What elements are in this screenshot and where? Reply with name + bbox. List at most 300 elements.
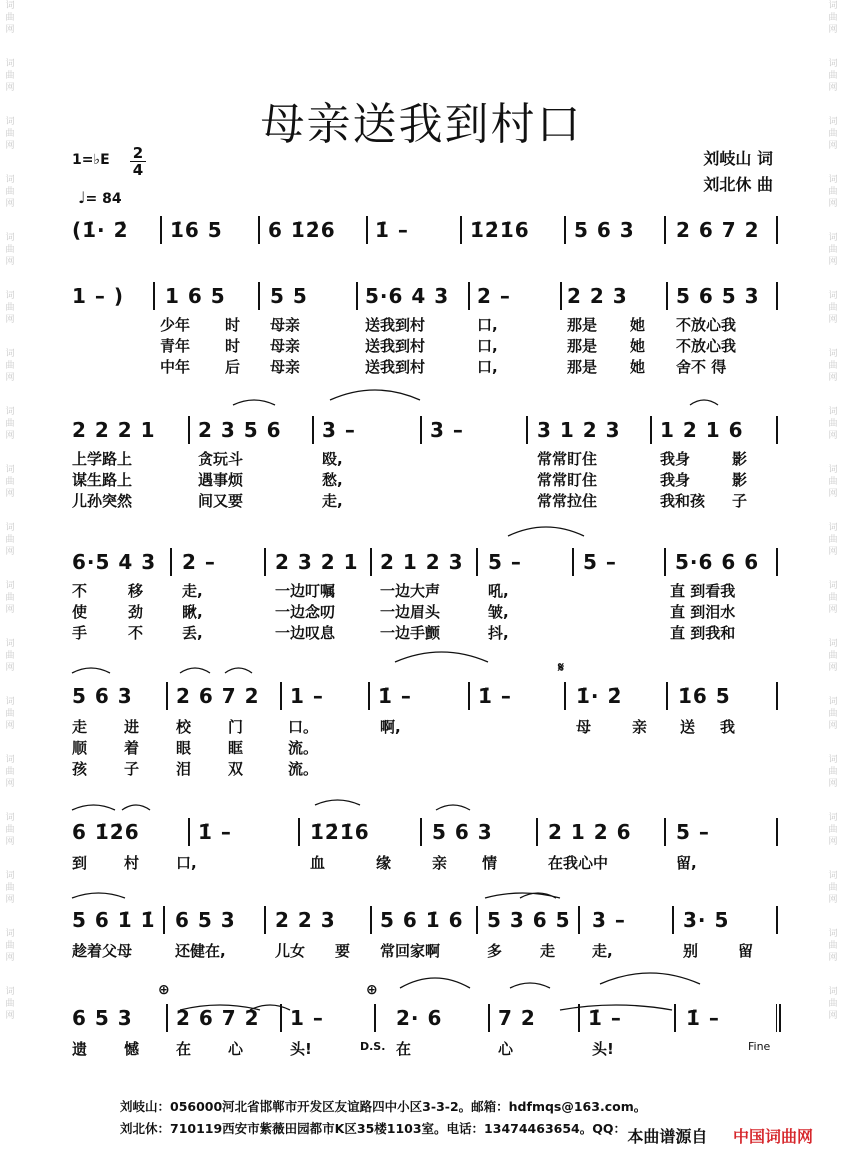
staff-line: [0, 900, 843, 940]
measure: 1̇ –: [378, 684, 412, 708]
barline: [650, 416, 652, 444]
barline: [664, 216, 666, 244]
contact-composer: 刘北休：710119西安市紫薇田园都市K区35楼1103室。电话：13474463654。QQ：: [120, 1121, 626, 1136]
measure: 2 3 2 1: [275, 550, 359, 574]
barline: [366, 216, 368, 244]
lyric-syllable: 送我到村: [365, 316, 426, 334]
watermark-group: 词 曲 网: [5, 175, 15, 209]
lyric-syllable: 我和孩: [660, 492, 706, 510]
measure: 1̇· 2̇: [576, 684, 623, 708]
contact-lyricist: 刘岐山：056000河北省邯郸市开发区友谊路四中小区3-3-2。邮箱：hdfmqs@163.com。: [120, 1099, 647, 1114]
barline: [578, 906, 580, 934]
measure: 1 – ): [72, 284, 124, 308]
measure: 1̇6 5: [678, 684, 731, 708]
lyric-syllable: 走: [540, 942, 556, 960]
slur: [72, 668, 110, 673]
lyric-syllable: 到: [72, 854, 88, 872]
barline: [776, 906, 778, 934]
barline: [153, 282, 155, 310]
lyric-row: [0, 335, 843, 357]
measure: 6 1̇2̇6: [268, 218, 336, 242]
barline: [666, 282, 668, 310]
lyric-syllable: 进: [124, 718, 140, 736]
lyric-syllable: 遇事烦: [198, 471, 244, 489]
lyric-syllable: 还健在,: [175, 942, 226, 960]
measure: 5 6 1̇ 1̇: [72, 908, 156, 932]
barline: [298, 818, 300, 846]
lyric-syllable: 亲: [432, 854, 448, 872]
measure: 2 6 7 2: [176, 684, 260, 708]
lyric-syllable: 口。: [288, 718, 319, 736]
lyric-syllable: 常常盯住: [537, 450, 598, 468]
lyric-syllable: 走: [72, 718, 88, 736]
time-sig-bottom: 4: [132, 161, 144, 179]
measure: 2 6 7 2: [176, 1006, 260, 1030]
barline: [460, 216, 462, 244]
measure: 5·6 6 6: [675, 550, 760, 574]
lyric-syllable: 贪玩斗: [198, 450, 244, 468]
contact-info: [120, 1096, 646, 1140]
barline: [536, 818, 538, 846]
lyric-syllable: 啊,: [380, 718, 401, 736]
measure: 6 5 3: [175, 908, 236, 932]
barline: [166, 682, 168, 710]
lyric-syllable: 泪: [176, 760, 192, 778]
lyric-syllable: 一边叹息: [275, 624, 336, 642]
fine-mark: Fine: [748, 1040, 771, 1053]
barline: [370, 548, 372, 576]
lyric-syllable: 使: [72, 603, 88, 621]
lyric-syllable: 我身: [660, 450, 691, 468]
lyric-syllable: 母: [576, 718, 592, 736]
lyric-syllable: 情: [482, 854, 498, 872]
staff-line: [0, 676, 843, 716]
lyric-syllable: 血: [310, 854, 326, 872]
measure: 1̇ –: [375, 218, 409, 242]
lyric-syllable: 时: [225, 316, 241, 334]
measure: 1 –: [290, 1006, 324, 1030]
lyric-syllable: 她: [630, 316, 646, 334]
measure: 6 5 3: [72, 1006, 133, 1030]
lyric-syllable: 头!: [290, 1040, 312, 1058]
slur: [485, 893, 560, 898]
measure: 2 3 5 6: [198, 418, 282, 442]
lyric-row: [0, 737, 843, 759]
measure: 2 2 2 1: [72, 418, 156, 442]
lyric-syllable: 要: [335, 942, 351, 960]
barline: [374, 1004, 376, 1032]
measure: 6·5 4 3: [72, 550, 157, 574]
barline: [776, 548, 778, 576]
barline: [776, 216, 778, 244]
watermark-group: 词 曲 网: [5, 465, 15, 499]
lyric-syllable: 中年: [160, 358, 191, 376]
lyric-row: [0, 940, 843, 962]
tempo-value: = 84: [85, 191, 122, 207]
barline: [666, 682, 668, 710]
lyric-syllable: 丢,: [182, 624, 203, 642]
measure: 2 1 2 3: [380, 550, 464, 574]
lyric-syllable: 儿女: [275, 942, 306, 960]
lyric-syllable: 在我心中: [548, 854, 609, 872]
watermark-group: 词 曲 网: [5, 291, 15, 325]
measure: 7 2: [498, 1006, 536, 1030]
measure: 5 –: [583, 550, 617, 574]
watermark-group: 词 曲 网: [5, 929, 15, 963]
watermark-group: 词 曲 网: [5, 697, 15, 731]
final-barline: [776, 1004, 781, 1032]
measure: 5·6 4 3: [365, 284, 450, 308]
lyric-syllable: 常常拉住: [537, 492, 598, 510]
barline: [368, 682, 370, 710]
watermark-group: 词 曲 网: [5, 59, 15, 93]
watermark-group: 词 曲 网: [828, 117, 838, 151]
lyric-syllable: 影: [732, 450, 748, 468]
measure: 3 –: [592, 908, 626, 932]
measure: (1̇· 2̇: [72, 218, 129, 242]
lyric-syllable: 流。: [288, 739, 319, 757]
lyric-syllable: 双: [228, 760, 244, 778]
lyric-syllable: 子: [732, 492, 748, 510]
staff-line: [0, 812, 843, 852]
lyric-row: [0, 758, 843, 780]
lyric-syllable: 门: [228, 718, 244, 736]
measure: 1̇2̇1̇6: [470, 218, 530, 242]
lyric-syllable: 一边叮嘱: [275, 582, 336, 600]
measure: 3 –: [322, 418, 356, 442]
measure: 5 –: [676, 820, 710, 844]
barline: [776, 282, 778, 310]
lyric-syllable: 那是: [567, 337, 598, 355]
lyric-syllable: 流。: [288, 760, 319, 778]
lyric-row: [0, 716, 843, 738]
watermark-group: 词 曲 网: [828, 871, 838, 905]
key-signature: 1=♭E: [72, 152, 110, 168]
barline: [776, 416, 778, 444]
watermark-group: 词 曲 网: [5, 1, 15, 35]
lyric-syllable: 直 到看我: [670, 582, 736, 600]
lyric-syllable: 上学路上: [72, 450, 133, 468]
watermark-group: 词 曲 网: [828, 755, 838, 789]
watermark-group: 词 曲 网: [5, 639, 15, 673]
barline: [188, 818, 190, 846]
slur: [72, 893, 125, 898]
barline: [188, 416, 190, 444]
lyric-syllable: 愁,: [322, 471, 343, 489]
barline: [564, 216, 566, 244]
lyric-row: [0, 622, 843, 644]
lyric-syllable: 孩: [72, 760, 88, 778]
lyric-row: [0, 1038, 843, 1060]
slur: [180, 668, 210, 673]
barline: [264, 548, 266, 576]
measure: 5 6 3: [432, 820, 493, 844]
slur: [400, 978, 470, 988]
watermark-group: 词 曲 网: [828, 175, 838, 209]
lyric-syllable: 儿孙突然: [72, 492, 133, 510]
lyric-row: [0, 448, 843, 470]
lyric-syllable: 校: [176, 718, 192, 736]
barline: [420, 818, 422, 846]
lyric-syllable: 送: [680, 718, 696, 736]
lyric-syllable: 一边念叨: [275, 603, 336, 621]
lyric-syllable: 心: [228, 1040, 244, 1058]
watermark-group: 词 曲 网: [5, 523, 15, 557]
lyric-syllable: 那是: [567, 358, 598, 376]
watermark-group: 词 曲 网: [5, 233, 15, 267]
watermark-group: 词 曲 网: [828, 697, 838, 731]
lyric-syllable: 常常盯住: [537, 471, 598, 489]
staff-line: [0, 210, 843, 250]
barline: [468, 282, 470, 310]
time-sig-top: 2: [130, 145, 146, 162]
slur: [600, 973, 700, 984]
lyric-syllable: 送我到村: [365, 337, 426, 355]
measure: 5 6 3: [72, 684, 133, 708]
measure: 2 6 7 2: [676, 218, 760, 242]
slur: [690, 400, 718, 405]
lyric-syllable: 间又要: [198, 492, 244, 510]
watermark-group: 词 曲 网: [5, 813, 15, 847]
watermark-group: 词 曲 网: [828, 523, 838, 557]
watermark-group: 词 曲 网: [828, 233, 838, 267]
lyric-syllable: 多: [487, 942, 503, 960]
barline: [560, 282, 562, 310]
lyric-syllable: 在: [396, 1040, 412, 1058]
barline: [356, 282, 358, 310]
lyric-syllable: 留: [738, 942, 754, 960]
measure: 1̇2̇1̇6: [310, 820, 370, 844]
lyric-syllable: 口,: [477, 316, 498, 334]
measure: 1̇ –: [686, 1006, 720, 1030]
measure: 6 1̇2̇6: [72, 820, 140, 844]
slur: [233, 400, 275, 405]
lyric-syllable: 时: [225, 337, 241, 355]
lyric-syllable: 顺: [72, 739, 88, 757]
barline: [526, 416, 528, 444]
measure: 2 1 2 6: [548, 820, 632, 844]
source-label: 本曲谱源自: [627, 1127, 708, 1146]
lyric-syllable: 走,: [322, 492, 343, 510]
lyric-syllable: 抖,: [488, 624, 509, 642]
barline: [160, 216, 162, 244]
lyric-row: [0, 314, 843, 336]
watermark-group: 词 曲 网: [5, 349, 15, 383]
lyric-syllable: 我: [720, 718, 736, 736]
barline: [312, 416, 314, 444]
barline: [258, 216, 260, 244]
barline: [776, 682, 778, 710]
measure: 2 –: [477, 284, 511, 308]
lyric-syllable: 我身: [660, 471, 691, 489]
measure: 2 2 3: [275, 908, 336, 932]
measure: 1̇ –: [478, 684, 512, 708]
slur: [520, 893, 556, 898]
lyric-syllable: 殴,: [322, 450, 343, 468]
barline: [476, 906, 478, 934]
measure: 5 6 1̇ 6: [380, 908, 464, 932]
ds-mark: D.S.: [360, 1040, 386, 1053]
lyric-syllable: 走,: [592, 942, 613, 960]
barline: [258, 282, 260, 310]
slur: [330, 390, 420, 400]
measure: 5 6 3: [574, 218, 635, 242]
measure: 5 –: [488, 550, 522, 574]
lyric-syllable: 遗: [72, 1040, 88, 1058]
lyric-syllable: 走,: [182, 582, 203, 600]
lyric-syllable: 她: [630, 358, 646, 376]
lyric-syllable: 不: [72, 582, 88, 600]
composer-credit: 刘北休 曲: [703, 175, 773, 194]
lyric-syllable: 一边大声: [380, 582, 441, 600]
segno-mark: 𝄋: [558, 660, 565, 676]
measure: 5 3 6 5: [487, 908, 571, 932]
barline: [664, 818, 666, 846]
lyric-syllable: 心: [498, 1040, 514, 1058]
watermark-group: 词 曲 网: [828, 813, 838, 847]
lyric-syllable: 眼: [176, 739, 192, 757]
lyric-syllable: 别: [683, 942, 699, 960]
barline: [776, 818, 778, 846]
lyric-syllable: 留,: [676, 854, 697, 872]
lyric-syllable: 一边眉头: [380, 603, 441, 621]
barline: [163, 906, 165, 934]
measure: 1 –: [290, 684, 324, 708]
watermark-group: 词 曲 网: [5, 987, 15, 1021]
staff-line: [0, 276, 843, 316]
lyric-syllable: 皱,: [488, 603, 509, 621]
lyric-syllable: 母亲: [270, 337, 301, 355]
lyric-syllable: 舍不 得: [676, 358, 727, 376]
coda-mark: ⊕: [366, 982, 378, 998]
lyric-syllable: 后: [225, 358, 241, 376]
measure: 2 2 3: [567, 284, 628, 308]
barline: [672, 906, 674, 934]
watermark-group: 词 曲 网: [828, 929, 838, 963]
lyric-syllable: 着: [124, 739, 140, 757]
lyric-syllable: 直 到泪水: [670, 603, 736, 621]
lyric-syllable: 移: [128, 582, 144, 600]
lyric-row: [0, 580, 843, 602]
barline: [572, 548, 574, 576]
barline: [280, 1004, 282, 1032]
watermark-group: 词 曲 网: [5, 581, 15, 615]
lyric-syllable: 口,: [176, 854, 197, 872]
lyric-syllable: 瞅,: [182, 603, 203, 621]
lyric-syllable: 子: [124, 760, 140, 778]
coda-mark: ⊕: [158, 982, 170, 998]
barline: [468, 682, 470, 710]
barline: [170, 548, 172, 576]
watermark-group: 词 曲 网: [828, 59, 838, 93]
watermark-group: 词 曲 网: [5, 755, 15, 789]
barline: [166, 1004, 168, 1032]
lyric-row: [0, 601, 843, 623]
watermark-group: 词 曲 网: [828, 291, 838, 325]
lyric-row: [0, 852, 843, 874]
slur: [315, 800, 360, 805]
barline: [280, 682, 282, 710]
staff-line: [0, 410, 843, 450]
lyric-syllable: 常回家啊: [380, 942, 441, 960]
measure: 1̇ –: [588, 1006, 622, 1030]
measure: 3 1 2 3: [537, 418, 621, 442]
lyric-syllable: 那是: [567, 316, 598, 334]
measure: 1̇ –: [198, 820, 232, 844]
lyric-syllable: 头!: [592, 1040, 614, 1058]
slur: [508, 527, 584, 536]
lyric-syllable: 直 到我和: [670, 624, 736, 642]
watermark-group: 词 曲 网: [5, 871, 15, 905]
slur: [510, 983, 550, 988]
lyric-syllable: 缘: [376, 854, 392, 872]
slur: [436, 805, 470, 810]
source-site-link[interactable]: 中国词曲网: [732, 1127, 813, 1146]
slur: [395, 652, 488, 662]
quarter-note-icon: ♩: [78, 188, 86, 207]
barline: [578, 1004, 580, 1032]
time-signature: [130, 145, 146, 178]
lyric-row: [0, 469, 843, 491]
lyric-syllable: 不放心我: [676, 337, 737, 355]
tempo-marking: [78, 188, 122, 207]
slur: [72, 805, 115, 810]
lyric-syllable: 影: [732, 471, 748, 489]
slur: [122, 805, 150, 810]
measure: 3· 5: [683, 908, 730, 932]
staff-line: [0, 998, 843, 1038]
barline: [420, 416, 422, 444]
barline: [564, 682, 566, 710]
watermark-group: 词 曲 网: [5, 117, 15, 151]
barline: [664, 548, 666, 576]
measure: 5 6 5 3: [676, 284, 760, 308]
lyric-syllable: 趁着父母: [72, 942, 133, 960]
lyric-syllable: 青年: [160, 337, 191, 355]
lyric-syllable: 口,: [477, 337, 498, 355]
measure: 5 5: [270, 284, 308, 308]
watermark-group: 词 曲 网: [828, 465, 838, 499]
watermark-group: 词 曲 网: [5, 407, 15, 441]
lyric-syllable: 一边手颤: [380, 624, 441, 642]
watermark-group: 词 曲 网: [828, 349, 838, 383]
watermark-group: 词 曲 网: [828, 1, 838, 35]
lyric-syllable: 憾: [124, 1040, 140, 1058]
watermark-group: 词 曲 网: [828, 407, 838, 441]
lyric-syllable: 不: [128, 624, 144, 642]
staff-line: [0, 542, 843, 582]
barline: [488, 1004, 490, 1032]
source-credit: [627, 1124, 813, 1147]
slur: [225, 668, 252, 673]
lyric-syllable: 吼,: [488, 582, 509, 600]
lyric-syllable: 在: [176, 1040, 192, 1058]
measure: 3 –: [430, 418, 464, 442]
lyric-syllable: 不放心我: [676, 316, 737, 334]
measure: 2· 6: [396, 1006, 443, 1030]
barline: [476, 548, 478, 576]
measure: 1 2 1 6: [660, 418, 744, 442]
song-title: 母亲送我到村口: [260, 99, 583, 150]
watermark-group: 词 曲 网: [828, 581, 838, 615]
measure: 1̇6 5: [170, 218, 223, 242]
lyric-syllable: 口,: [477, 358, 498, 376]
barline: [264, 906, 266, 934]
lyricist-credit: 刘岐山 词: [703, 149, 773, 168]
lyric-syllable: 劲: [128, 603, 144, 621]
watermark-group: 词 曲 网: [828, 987, 838, 1021]
lyric-syllable: 少年: [160, 316, 191, 334]
